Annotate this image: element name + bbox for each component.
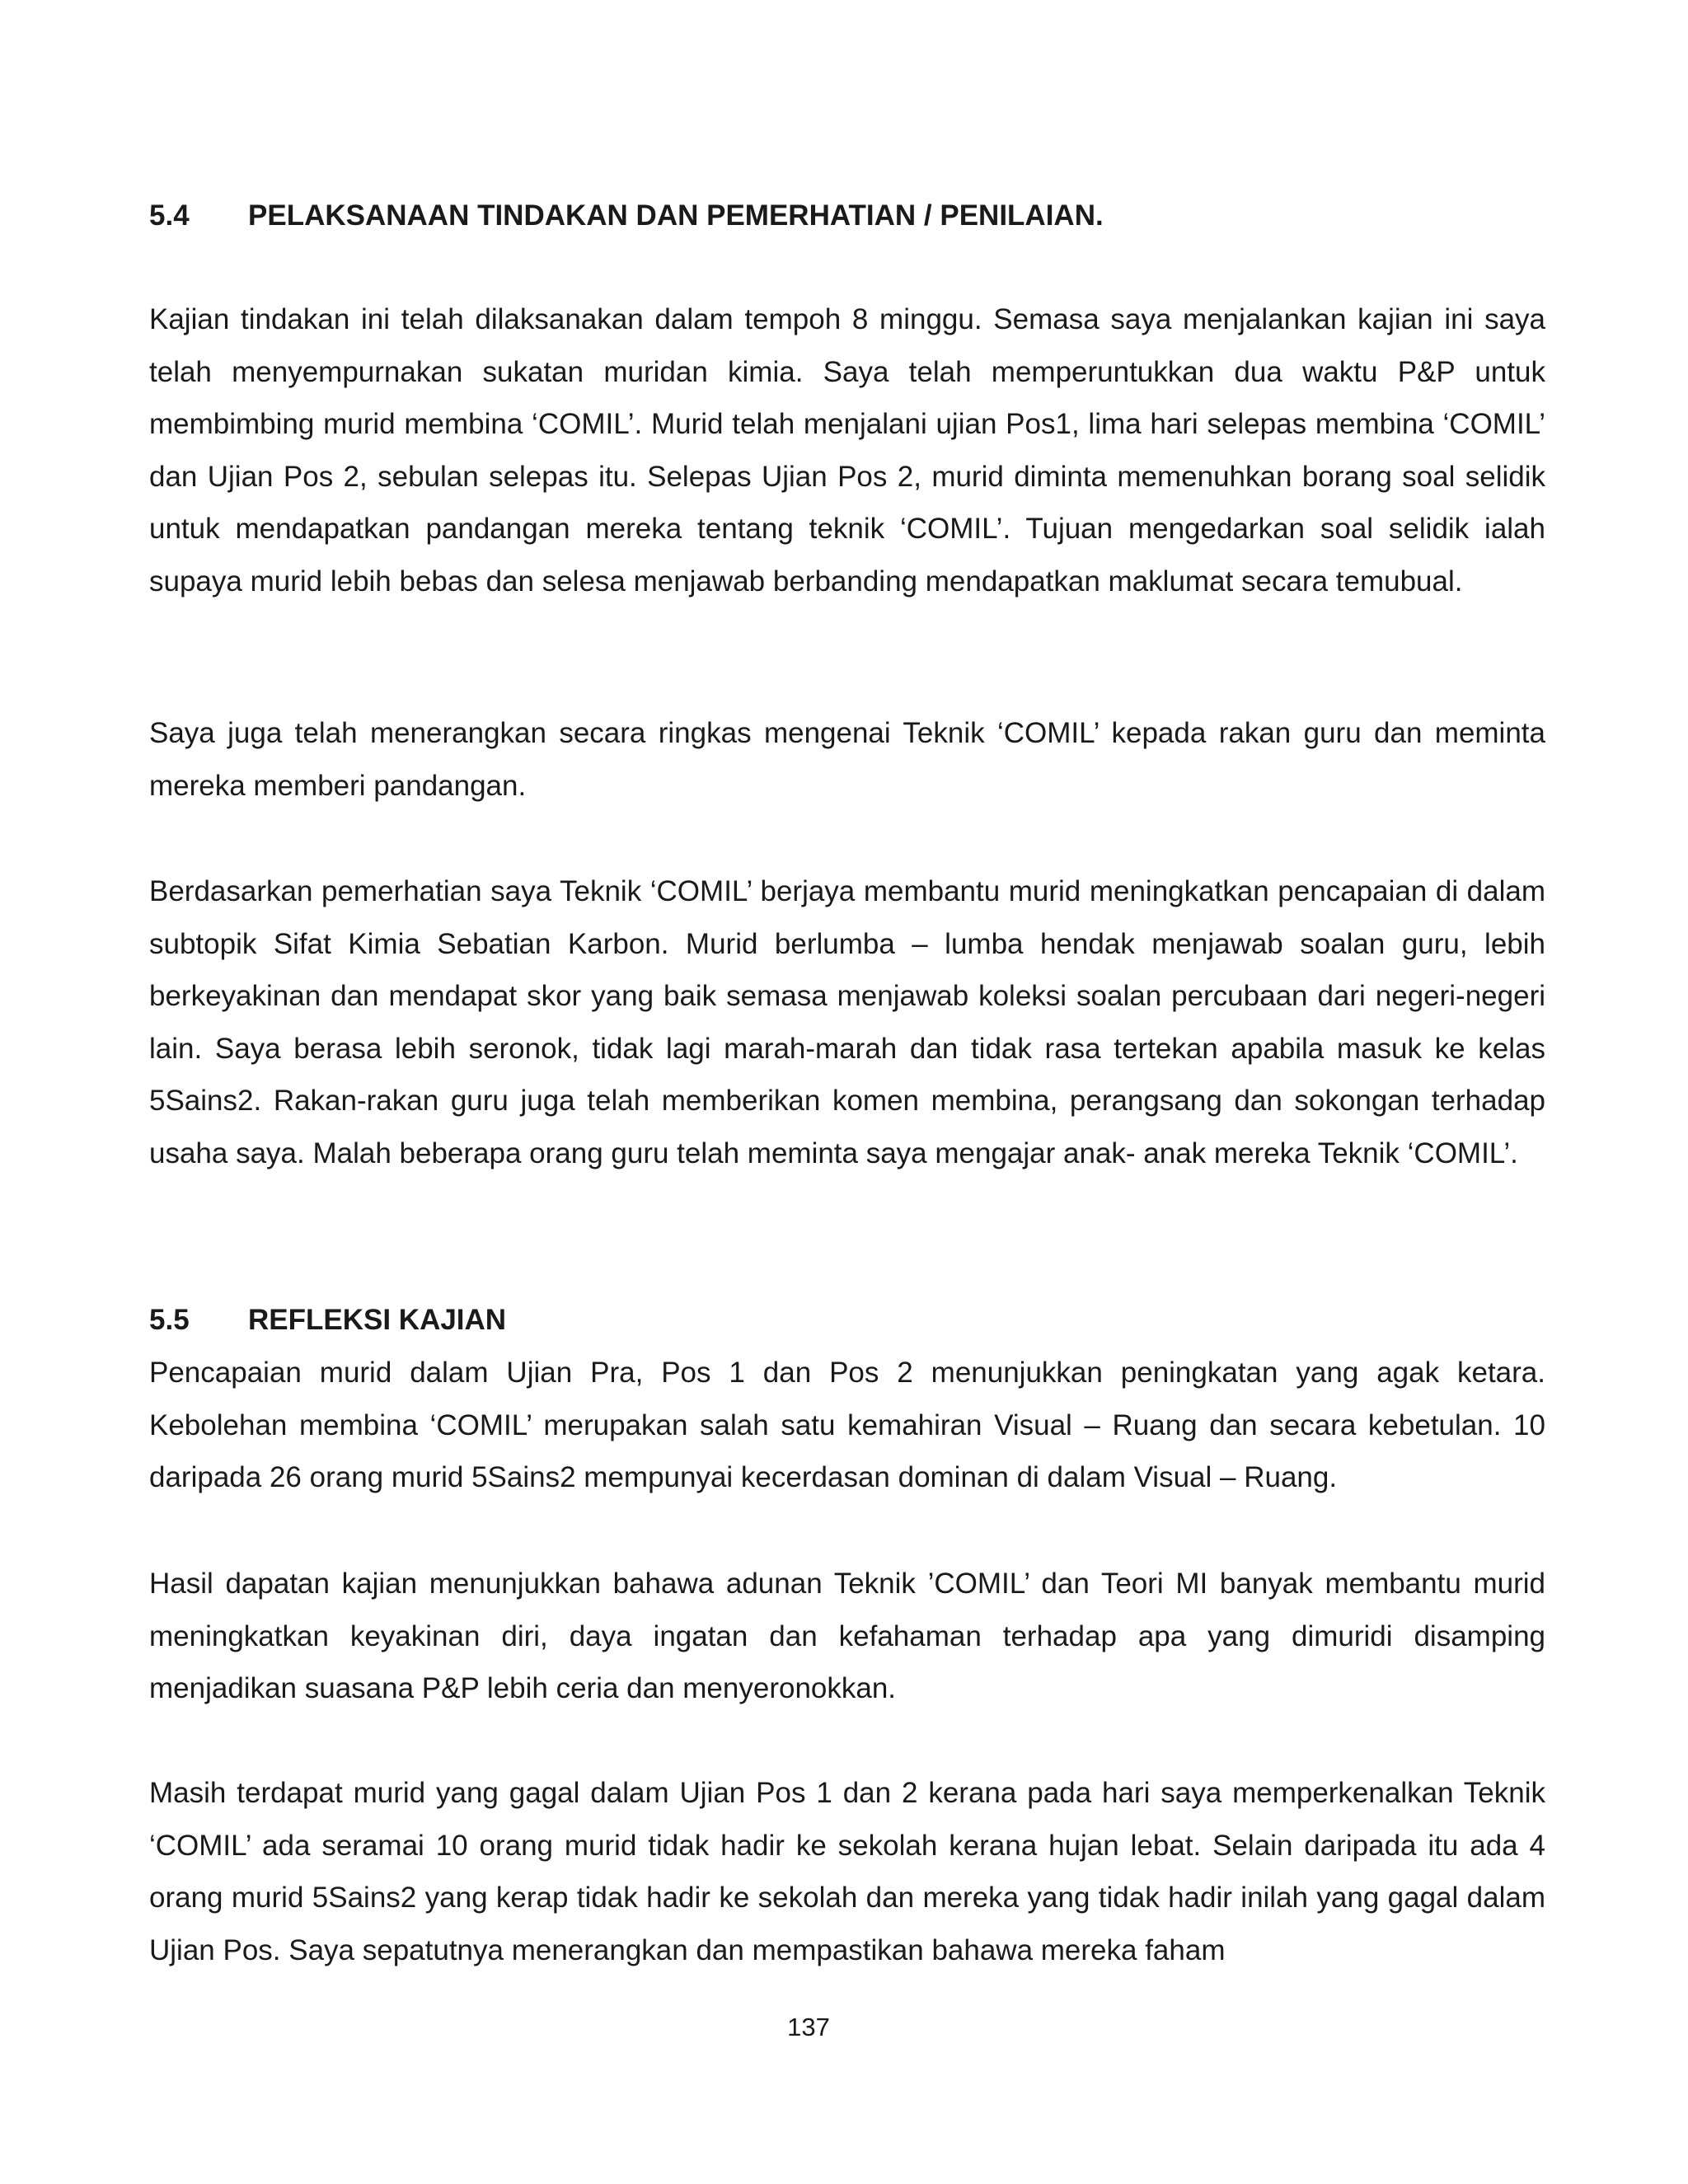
paragraph-5-5-1 (149, 1347, 1545, 1504)
section-title: PELAKSANAAN TINDAKAN DAN PEMERHATIAN / PENILAIAN. (248, 199, 1104, 232)
paragraph-text: Kajian tindakan ini telah dilaksanakan dalam tempoh 8 minggu. Semasa saya menjalankan kajian ini saya telah menyempurnakan sukatan muridan kimia. Saya telah memperuntukkan dua waktu P&P untuk membimbing murid membina ‘COMIL’. Murid telah menjalani ujian Pos1, lima hari selepas membina ‘COMIL’ dan Ujian Pos 2, sebulan selepas itu. Selepas Ujian Pos 2, murid diminta memenuhkan borang soal selidik untuk mendapatkan pandangan mereka tentang teknik ‘COMIL’. Tujuan mengedarkan soal selidik ialah supaya murid lebih bebas dan selesa menjawab berbanding mendapatkan maklumat secara temubual. (149, 303, 1545, 598)
paragraph-5-5-2 (149, 1558, 1545, 1715)
paragraph-text: Masih terdapat murid yang gagal dalam Ujian Pos 1 dan 2 kerana pada hari saya memperkenalkan Teknik ‘COMIL’ ada seramai 10 orang murid tidak hadir ke sekolah kerana hujan lebat. Selain daripada itu ada 4 orang murid 5Sains2 yang kerap tidak hadir ke sekolah dan mereka yang tidak hadir inilah yang gagal dalam Ujian Pos. Saya sepatutnya menerangkan dan mempastikan bahawa mereka faham (149, 1777, 1545, 1966)
paragraph-5-5-3 (149, 1767, 1545, 1976)
section-number: 5.5 (149, 1304, 190, 1336)
page-number: 137 (787, 2013, 830, 2041)
section-heading (149, 1302, 1545, 1338)
section-number: 5.4 (149, 199, 190, 232)
paragraph-text: Saya juga telah menerangkan secara ringkas mengenai Teknik ‘COMIL’ kepada rakan guru dan meminta mereka memberi pandangan. (149, 717, 1545, 802)
paragraph-text: Berdasarkan pemerhatian saya Teknik ‘COMIL’ berjaya membantu murid meningkatkan pencapaian di dalam subtopik Sifat Kimia Sebatian Karbon. Murid berlumba – lumba hendak menjawab soalan guru, lebih berkeyakinan dan mendapat skor yang baik semasa menjawab koleksi soalan percubaan dari negeri-negeri lain. Saya berasa lebih seronok, tidak lagi marah-marah dan tidak rasa tertekan apabila masuk ke kelas 5Sains2. Rakan-rakan guru juga telah memberikan komen membina, perangsang dan sokongan terhadap usaha saya. Malah beberapa orang guru telah meminta saya mengajar anak- anak mereka Teknik ‘COMIL’. (149, 875, 1545, 1169)
section-heading-5-4 (149, 198, 1545, 234)
section-heading-5-5 (149, 1302, 1545, 1338)
section-heading (149, 198, 1545, 234)
paragraph-5-4-2 (149, 707, 1545, 812)
paragraph-text: Hasil dapatan kajian menunjukkan bahawa adunan Teknik ’COMIL’ dan Teori MI banyak membantu murid meningkatkan keyakinan diri, daya ingatan dan kefahaman terhadap apa yang dimuridi disamping menjadikan suasana P&P lebih ceria dan menyeronokkan. (149, 1568, 1545, 1704)
paragraph-text: Pencapaian murid dalam Ujian Pra, Pos 1 dan Pos 2 menunjukkan peningkatan yang agak ketara. Kebolehan membina ‘COMIL’ merupakan salah satu kemahiran Visual – Ruang dan secara kebetulan. 10 daripada 26 orang murid 5Sains2 mempunyai kecerdasan dominan di dalam Visual – Ruang. (149, 1357, 1545, 1493)
paragraph-5-4-1 (149, 293, 1545, 607)
paragraph-5-4-3 (149, 865, 1545, 1179)
section-title: REFLEKSI KAJIAN (248, 1304, 507, 1336)
